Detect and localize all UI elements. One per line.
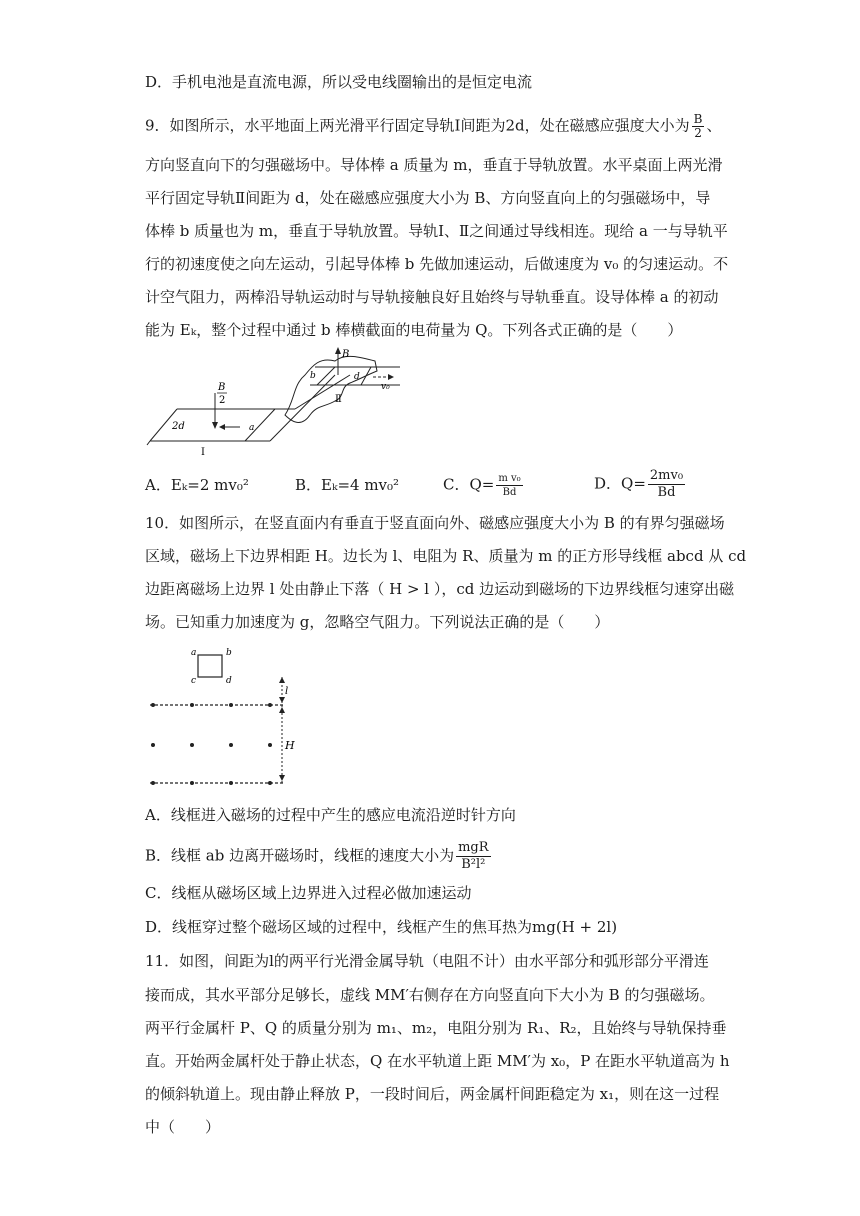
q9-fig-label-a: a [249,423,255,433]
q11-line-6: 中（ ） [145,1118,221,1136]
q9-line-1-text: 9．如图所示，水平地面上两光滑平行固定导轨Ⅰ间距为2d，处在磁感应强度大小为 [145,116,690,135]
q9-fig-label-b-top: B [342,349,350,360]
q11-line-3: 两平行金属杆 P、Q 的质量分别为 m₁、m₂，电阻分别为 R₁、R₂，且始终与导轨保持垂 [145,1019,727,1037]
q11-line-5: 的倾斜轨道上。现由静止释放 P，一段时间后，两金属杆间距稳定为 x₁，则在这一过程 [145,1085,720,1103]
q10-square-loop [198,655,222,677]
q9-fig-label-b-half-num: B [218,382,226,393]
q9-line-5: 行的初速度使之向左运动，引起导体棒 b 先做加速运动，后做速度为 v₀ 的匀速运动。不 [145,255,729,273]
q10-option-a: A．线框进入磁场的过程中产生的感应电流沿逆时针方向 [145,806,516,824]
q11-line-2: 接而成，其水平部分足够长，虚线 MM′右侧存在方向竖直向下大小为 B 的匀强磁场。 [145,986,715,1004]
q9-fig-label-b: b [310,371,316,381]
q9-option-d: D．Q= $\frac{\text{2mv₀}}{Bd}$ [594,468,684,500]
q10-line-2: 区域，磁场上下边界相距 H。边长为 l、电阻为 R、质量为 m 的正方形导线框 abcd 从 cd [145,547,747,565]
q10-option-d: D．线框穿过整个磁场区域的过程中，线框产生的焦耳热为mg(H + 2l) [145,918,618,936]
q9-option-a: A．Eₖ=2 mv₀² [145,476,249,494]
q10-line-3: 边距离磁场上边界 l 处由静止下落（ H > l ），cd 边运动到磁场的下边界线框匀速穿出磁 [145,580,735,598]
q11-line-4: 直。开始两金属杆处于静止状态，Q 在水平轨道上距 MM′为 x₀，P 在距水平轨道高为 h [145,1052,730,1070]
q9-fig-label-2d: 2d [172,421,185,432]
q9-fig-label-v0: v₀ [381,382,390,392]
q9-fig-label-II: Ⅱ [335,394,342,405]
q10-magnetic-field-figure [145,645,305,790]
q9-fig-label-d: d [354,372,360,382]
q9-line-3: 平行固定导轨Ⅱ间距为 d，处在磁感应强度大小为 B、方向竖直向上的匀强磁场中，导 [145,189,711,207]
q9-rails-figure [145,345,415,460]
q9-option-b: B．Eₖ=4 mv₀² [295,476,400,494]
q10-option-b: B．线框 ab 边离开磁场时，线框的速度大小为 $\frac{\text{mgR}}{\text{B²l²}}$ [145,840,489,872]
q9-fig-label-I: Ⅰ [201,447,205,458]
q11-line-1: 11．如图，间距为l的两平行光滑金属导轨（电阻不计）由水平部分和弧形部分平滑连 [145,952,709,970]
q10-line-4: 场。已知重力加速度为 g，忽略空气阻力。下列说法正确的是（ ） [145,613,610,631]
q9-line-1 [145,113,721,140]
q10-fig-label-a: a [191,648,197,658]
q9-line-2: 方向竖直向下的匀强磁场中。导体棒 a 质量为 m，垂直于导轨放置。水平桌面上两光滑 [145,156,723,174]
q9-option-c: C．Q= $\frac{\text{m v₀}}{Bd}$ [443,473,521,498]
q10-line-1: 10．如图所示，在竖直面内有垂直于竖直面向外、磁感应强度大小为 B 的有界匀强磁场 [145,514,725,532]
q9-line-1-tail: 、 [706,116,722,135]
q8-option-d: D．手机电池是直流电源，所以受电线圈输出的是恒定电流 [145,73,533,91]
q9-line-7: 能为 Eₖ，整个过程中通过 b 棒横截面的电荷量为 Q。下列各式正确的是（ ） [145,321,683,339]
q9-line-6: 计空气阻力，两棒沿导轨运动时与导轨接触良好且始终与导轨垂直。设导体棒 a 的初动 [145,288,719,306]
q10-fig-label-l: l [285,686,289,697]
q10-fig-label-c: c [191,676,197,686]
q10-field-dots [151,703,272,785]
q10-option-c: C．线框从磁场区域上边界进入过程必做加速运动 [145,884,472,902]
q10-fig-label-d: d [226,676,232,686]
q9-line-4: 体棒 b 质量也为 m，垂直于导轨放置。导轨Ⅰ、Ⅱ之间通过导线相连。现给 a 一与导轨平 [145,222,728,240]
q9-fig-label-b-half-den: 2 [219,395,226,406]
q10-fig-label-H: H [285,739,295,752]
q9-fraction-b-over-2: $\frac{B}{2}$ [693,112,703,140]
q10-fig-label-b: b [226,648,232,658]
